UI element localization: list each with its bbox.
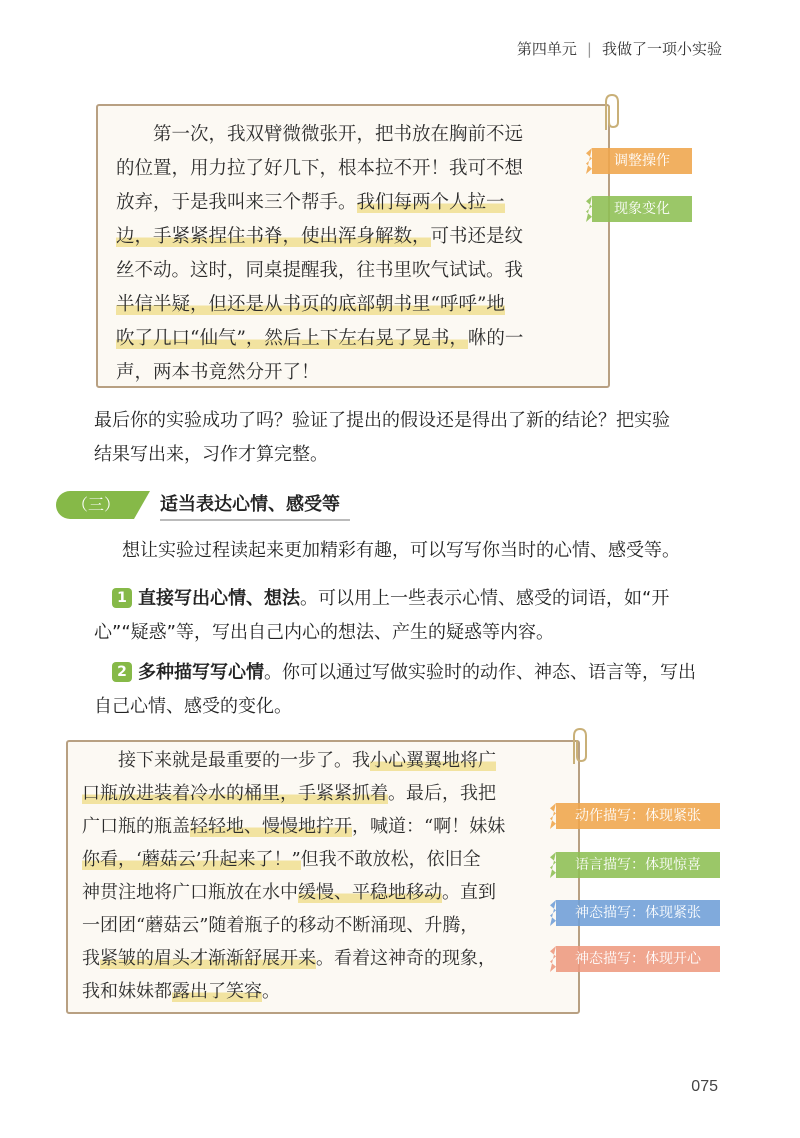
note1-line: 吹了几口“仙气”，然后上下左右晃了晃书，咻的一	[116, 328, 524, 349]
note1-line: 边，手紧紧捏住书脊，使出浑身解数，可书还是纹	[116, 226, 524, 247]
note2-line: 口瓶放进装着冷水的桶里，手紧紧抓着。最后，我把	[82, 783, 496, 804]
annotation-tag-expression-tense: 神态描写：体现紧张	[556, 900, 720, 926]
note1-line: 半信半疑，但还是从书页的底部朝书里“呼呼”地	[116, 294, 505, 315]
annotation-tag-action: 动作描写：体现紧张	[556, 803, 720, 829]
note2-line: 广口瓶的瓶盖轻轻地、慢慢地拧开，喊道：“啊！妹妹	[82, 816, 506, 837]
note1-line: 声，两本书竟然分开了！	[116, 362, 320, 383]
header-separator: |	[586, 40, 592, 58]
note2-line: 你看，‘蘑菇云’升起来了！”但我不敢放松，依旧全	[82, 849, 481, 870]
number-badge-1: 1	[112, 588, 132, 608]
annotation-tag-adjust: 调整操作	[592, 148, 692, 174]
annotation-tag-language: 语言描写：体现惊喜	[556, 852, 720, 878]
page-number: 075	[691, 1078, 718, 1095]
summary-line-1: 最后你的实验成功了吗？验证了提出的假设还是得出了新的结论？把实验	[94, 410, 670, 431]
unit-title: 我做了一项小实验	[601, 40, 722, 58]
note1-line: 放弃，于是我叫来三个帮手。我们每两个人拉一	[116, 192, 505, 213]
point-2-title: 多种描写写心情	[138, 662, 264, 683]
paperclip-icon	[566, 726, 592, 766]
page-header	[517, 38, 722, 59]
point-1-line-1: 1 直接写出心情、想法。可以用上一些表示心情、感受的词语，如“开	[94, 582, 669, 616]
note2-line: 神贯注地将广口瓶放在水中缓慢、平稳地移动。直到	[82, 882, 496, 903]
note2-line: 我紧皱的眉头才渐渐舒展开来。看着这神奇的现象，	[82, 948, 496, 969]
point-1-line-2: 心”“疑惑”等，写出自己内心的想法、产生的疑惑等内容。	[94, 622, 554, 643]
note2-line: 接下来就是最重要的一步了。我小心翼翼地将广	[82, 750, 496, 771]
summary-line-2: 结果写出来，习作才算完整。	[94, 444, 328, 465]
point-2	[94, 656, 696, 724]
note1-line: 的位置，用力拉了好几下，根本拉不开！我可不想	[116, 158, 524, 179]
section-title: 适当表达心情、感受等	[160, 490, 350, 521]
annotation-tag-expression-happy: 神态描写：体现开心	[556, 946, 720, 972]
point-1	[94, 582, 669, 650]
note2-line: 我和妹妹都露出了笑容。	[82, 981, 280, 1002]
point-2-line-2: 自己心情、感受的变化。	[94, 696, 292, 717]
annotation-tag-change: 现象变化	[592, 196, 692, 222]
number-badge-2: 2	[112, 662, 132, 682]
summary-paragraph	[94, 404, 670, 472]
note2-line: 一团团“蘑菇云”随着瓶子的移动不断涌现、升腾，	[82, 915, 479, 936]
note1-line: 第一次，我双臂微微张开，把书放在胸前不远	[116, 124, 524, 145]
point-2-line-1: 2 多种描写写心情。你可以通过写做实验时的动作、神态、语言等，写出	[94, 656, 696, 690]
example-note-1-text	[116, 118, 523, 390]
note1-line: 丝不动。这时，同桌提醒我，往书里吹气试试。我	[116, 260, 524, 281]
section-heading	[56, 490, 350, 520]
point-1-title: 直接写出心情、想法	[138, 588, 300, 609]
unit-label: 第四单元	[516, 40, 577, 58]
intro-paragraph: 想让实验过程读起来更加精彩有趣，可以写写你当时的心情、感受等。	[122, 540, 680, 561]
example-note-2-text	[82, 744, 505, 1008]
example-note-1	[96, 104, 610, 388]
section-number-label: （三）	[56, 491, 134, 519]
paperclip-icon	[598, 92, 624, 132]
example-note-2	[66, 740, 580, 1014]
